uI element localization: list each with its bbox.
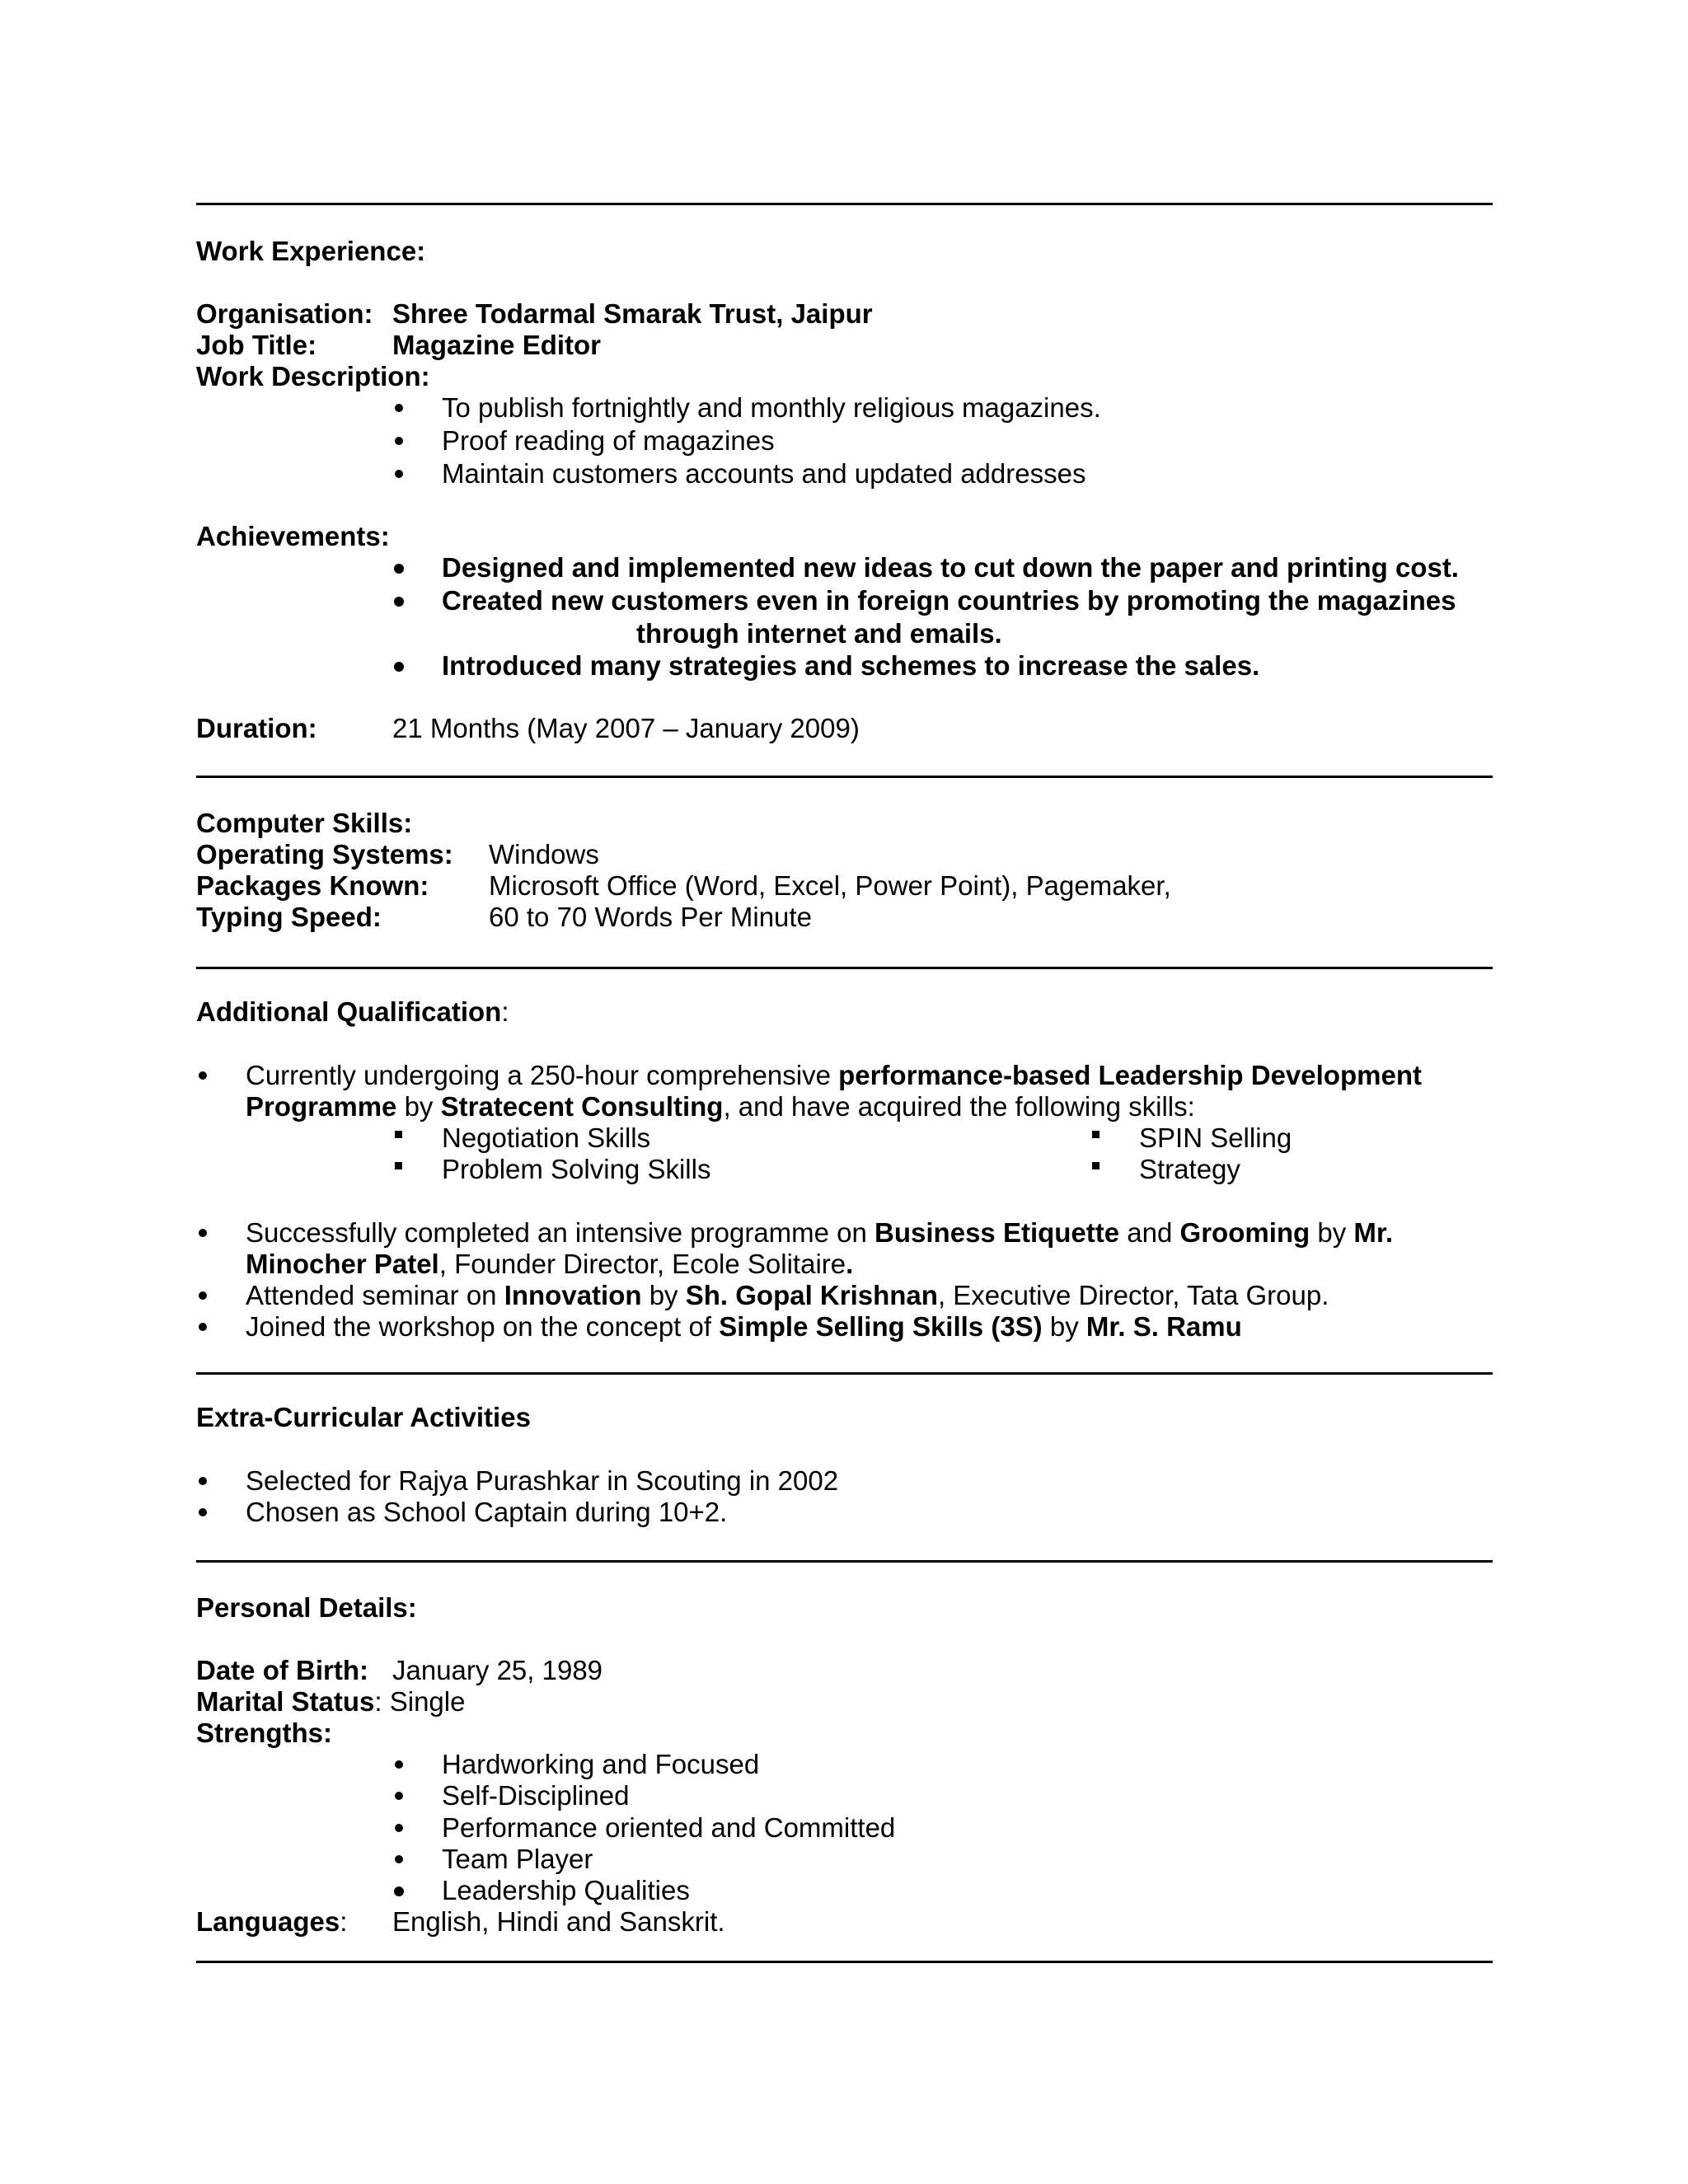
work-description-item: Maintain customers accounts and updated addresses [442,458,1086,489]
additional-qualification-heading: Additional Qualification: [196,996,509,1027]
achievement-item: Introduced many strategies and schemes to increase the sales. [442,650,1260,681]
dob-value: January 25, 1989 [392,1655,603,1685]
languages-label: Languages: [196,1906,348,1937]
computer-skills-heading: Computer Skills: [196,808,413,838]
strength-item: Self-Disciplined [442,1780,630,1811]
bullet-icon [394,597,404,607]
qualification-item-line1: Currently undergoing a 250-hour comprehensive performance-based Leadership Development [246,1060,1422,1090]
bullet-icon [395,1824,403,1832]
divider [196,967,1493,969]
packages-known-label: Packages Known: [196,870,429,901]
strength-item: Hardworking and Focused [442,1749,760,1779]
skill-item: Problem Solving Skills [442,1154,711,1184]
bullet-icon [394,1886,404,1896]
marital-status: Marital Status: Single [196,1686,466,1717]
strength-item: Performance oriented and Committed [442,1812,896,1843]
work-description-label: Work Description: [196,361,430,391]
bullet-icon [199,1508,207,1516]
achievement-item: Created new customers even in foreign countries by promoting the magazines [442,585,1456,616]
typing-speed-label: Typing Speed: [196,902,382,932]
square-bullet-icon [395,1162,402,1169]
packages-known-value: Microsoft Office (Word, Excel, Power Point), Pagemaker, [489,870,1171,901]
strength-item: Leadership Qualities [442,1875,690,1905]
strength-item: Team Player [442,1844,593,1874]
duration-value: 21 Months (May 2007 – January 2009) [392,713,860,743]
bullet-icon [394,564,404,574]
job-title-label: Job Title: [196,330,317,360]
divider [196,776,1493,778]
job-title-value: Magazine Editor [392,330,602,360]
square-bullet-icon [1092,1162,1100,1169]
bullet-icon [395,1760,403,1769]
bullet-icon [394,662,404,672]
bullet-icon [395,470,403,478]
qualification-item-line2: Minocher Patel, Founder Director, Ecole Solitaire. [246,1249,854,1279]
activity-item: Selected for Rajya Purashkar in Scouting in 2002 [246,1465,839,1496]
divider [196,1372,1493,1375]
divider [196,1560,1493,1563]
strengths-label: Strengths: [196,1718,332,1748]
square-bullet-icon [1092,1131,1100,1138]
bullet-icon [199,1323,207,1331]
bullet-icon [395,404,403,412]
dob-label: Date of Birth: [196,1655,368,1685]
qualification-item: Joined the workshop on the concept of Simple Selling Skills (3S) by Mr. S. Ramu [246,1311,1242,1342]
bullet-icon [395,1792,403,1800]
bullet-icon [199,1071,207,1080]
operating-systems-label: Operating Systems: [196,839,453,869]
bullet-icon [395,437,403,445]
skill-item: SPIN Selling [1139,1122,1292,1153]
work-description-item: Proof reading of magazines [442,425,775,456]
skill-item: Strategy [1139,1154,1240,1184]
organisation-value: Shree Todarmal Smarak Trust, Jaipur [392,298,873,329]
square-bullet-icon [395,1131,402,1138]
operating-systems-value: Windows [489,839,599,869]
achievement-item: Designed and implemented new ideas to cut down the paper and printing cost. [442,552,1459,583]
duration-label: Duration: [196,713,317,743]
work-experience-heading: Work Experience: [196,236,426,266]
divider [196,1961,1493,1963]
achievements-label: Achievements: [196,521,390,551]
qualification-item-line2: Programme by Stratecent Consulting, and have acquired the following skills: [246,1091,1195,1122]
achievement-item-continuation: through internet and emails. [636,618,1002,649]
bullet-icon [199,1477,207,1485]
bullet-icon [395,1855,403,1863]
languages-value: English, Hindi and Sanskrit. [392,1906,725,1937]
activity-item: Chosen as School Captain during 10+2. [246,1497,728,1527]
work-description-item: To publish fortnightly and monthly religious magazines. [442,392,1101,423]
bullet-icon [199,1291,207,1300]
personal-details-heading: Personal Details: [196,1592,417,1623]
qualification-item: Attended seminar on Innovation by Sh. Gopal Krishnan, Executive Director, Tata Group. [246,1280,1329,1310]
typing-speed-value: 60 to 70 Words Per Minute [489,902,812,932]
bullet-icon [199,1229,207,1237]
divider [196,203,1493,205]
organisation-label: Organisation: [196,298,373,329]
skill-item: Negotiation Skills [442,1122,651,1153]
qualification-item-line1: Successfully completed an intensive programme on Business Etiquette and Grooming by Mr. [246,1217,1394,1248]
extra-curricular-heading: Extra-Curricular Activities [196,1402,531,1432]
